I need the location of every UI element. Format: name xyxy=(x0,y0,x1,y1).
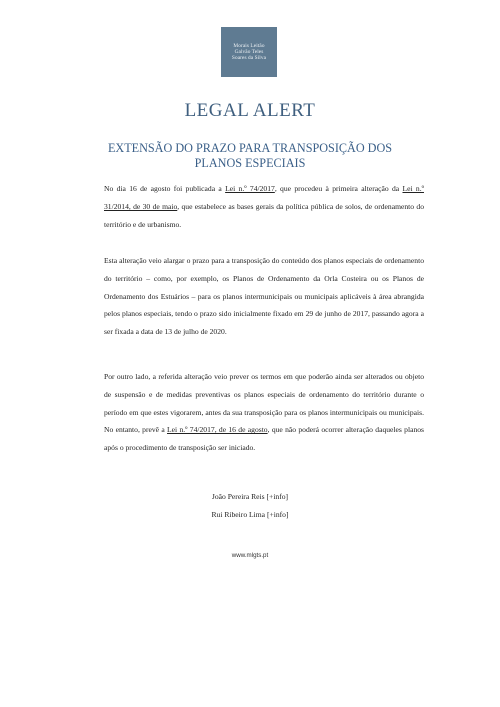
law-link-lei-74-2017[interactable]: Lei n.º 74/2017 xyxy=(225,184,275,193)
article-subtitle xyxy=(80,141,420,171)
paragraph-1-text-a: No dia 16 de agosto foi publicada a xyxy=(104,184,226,193)
subtitle-line-2: PLANOS ESPECIAIS xyxy=(194,156,306,170)
law-link-lei-31-2014[interactable]: Lei n.º 31/2014, de 30 de maio xyxy=(104,184,424,211)
authors-block xyxy=(0,488,500,523)
paragraph-1-text-c: , que estabelece as bases gerais da política pública de solos, de ordenamento do território e de urbanismo. xyxy=(104,201,424,229)
logo-line-2: Galvão Teles xyxy=(234,49,264,55)
paragraph-1-text-b: , que procedeu à primeira alteração da xyxy=(274,184,403,193)
law-link-lei-74-2017-full[interactable]: Lei n.º 74/2017, de 16 de agosto xyxy=(167,425,268,435)
page-title: LEGAL ALERT xyxy=(184,100,316,121)
paragraph-3-text-b: , que não poderá ocorrer alteração daqueles planos após o procedimento de transposição ser iniciado. xyxy=(104,425,424,453)
paragraph-2: Esta alteração veio alargar o prazo para a transposição do conteúdo dos planos especiais de ordenamento do território – como, por exemplo, os Planos de Ordenamento da Orla Costeira ou os Planos de Ordenamento dos Estuários – para os planos intermunicipais ou municipais aplicáveis à área abrangida pelos planos especiais, tendo o prazo sido inicialmente fixado em 29 de junho de 2017, passando agora a ser fixada a data de 13 de julho de 2020. xyxy=(104,256,424,337)
paragraph-3 xyxy=(104,368,424,457)
firm-logo xyxy=(221,27,277,77)
subtitle-line-1: EXTENSÃO DO PRAZO PARA TRANSPOSIÇÃO DOS xyxy=(107,141,393,155)
author-1[interactable]: João Pereira Reis [+info] xyxy=(211,492,289,501)
logo-line-1: Morais Leitão xyxy=(233,43,265,49)
author-2[interactable]: Rui Ribeiro Lima [+info] xyxy=(211,509,289,519)
website-link[interactable]: www.mlgts.pt xyxy=(231,552,269,559)
paragraph-3-text-a: Por outro lado, a referida alteração veio prever os termos em que poderão ainda ser alterados ou objeto de suspensão e de medidas preventivas os planos especiais de ordenamento do território durante o período em que estes vigorarem, antes da sua transposição para os planos intermunicipais ou municipais. No entanto, prevê a xyxy=(104,372,424,435)
logo-line-3: Soares da Silva xyxy=(231,55,267,61)
paragraph-1 xyxy=(104,180,424,233)
